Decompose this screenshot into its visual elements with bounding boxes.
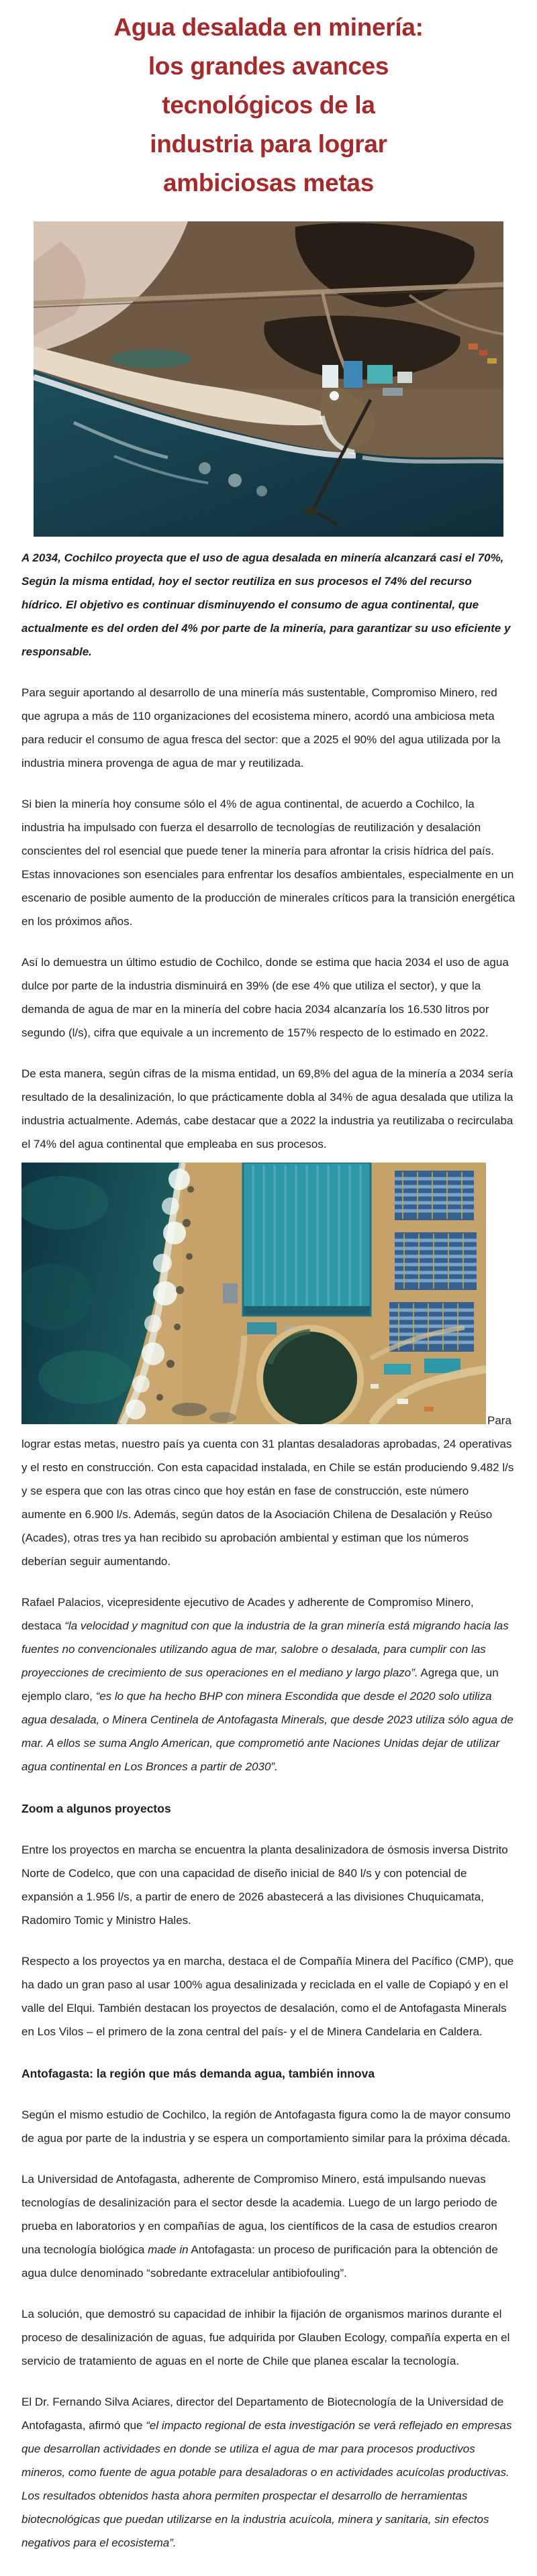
lead-paragraph: A 2034, Cochilco proyecta que el uso de agua desalada en minería alcanzará casi el 70%, Según la misma entidad, hoy el sector reutiliza en sus procesos el 74% del recurso hídrico. El objetivo es continuar disminuyendo el consumo de agua continental, que actualmente es del orden del 4% por parte de la minería, para garantizar su uso eficiente y responsable. bbox=[21, 551, 511, 658]
quote-text: “el impacto regional de esta investigación se verá reflejado en empresas que desarrollan actividades en donde se utiliza el agua de mar para procesos productivos mineros, como fuente de agua potable para desaladoras o en actividades acuícolas productivas. Los resultados obtenidos hasta ahora permiten prospectar el desarrollo de herramientas biotecnológicas que puedan utilizarse en la industria acuícola, minera y sanitaria, sin efectos negativos para el ecosistema”. bbox=[21, 2419, 512, 2549]
quote-intro: Rafael Palacios, vicepresidente ejecutivo de Acades y adherente de Compromiso Minero, destaca bbox=[21, 1596, 474, 1632]
aerial-desalination-plant-photo bbox=[21, 1163, 486, 1424]
paragraph-estudio: Así lo demuestra un último estudio de Cochilco, donde se estima que hacia 2034 el uso de agua dulce por parte de la industria disminuirá en 39% (de ese 4% que utiliza el sector), y que la demanda de agua de mar en la minería del cobre hacia 2034 alcanzaría los 16.530 litros por segundo (l/s), cifra que equivale a un incremento de 157% respecto de lo estimado en 2022. bbox=[21, 956, 509, 1039]
paragraph-glauben: La solución, que demostró su capacidad de inhibir la fijación de organismos marinos durante el proceso de desalinización de aguas, fue adquirida por Glauben Ecology, compañía experta en el servicio de tratamiento de aguas en el norte de Chile que planea escalar la tecnología. bbox=[21, 2308, 510, 2367]
quote-intro: El Dr. Fernando Silva Aciares, director del Departamento de Biotecnología de la Universidad de Antofagasta, afirmó que bbox=[21, 2396, 504, 2432]
page-title-line: los grandes avances bbox=[148, 52, 389, 80]
paragraph-universidad bbox=[21, 2167, 516, 2285]
paragraph-palacios bbox=[21, 1591, 516, 1778]
text-part: Antofagasta: un proceso de purificación para la obtención de agua dulce denominado “sobredante extracelular antibiofouling”. bbox=[21, 2243, 498, 2279]
paragraph-silva bbox=[21, 2390, 516, 2555]
page-title-line: tecnológicos de la bbox=[162, 91, 375, 119]
page-title bbox=[21, 8, 516, 203]
quote-text: “es lo que ha hecho BHP con minera Escondida que desde el 2020 solo utiliza agua desalada, o Minera Centinela de Antofagasta Minerals, que desde 2023 utiliza sólo agua de mar. A ellos se suma Anglo American, que comprometió ante Naciones Unidas dejar de utilizar agua continental en Los Bronces a partir de 2030”. bbox=[21, 1690, 514, 1773]
section-heading-proyectos: Zoom a algunos proyectos bbox=[21, 1802, 171, 1815]
inline-photo bbox=[21, 1163, 486, 1424]
paragraph-plantas bbox=[21, 1163, 516, 1573]
aerial-coast-pier-photo bbox=[34, 221, 503, 537]
paragraph-plantas-text: Para lograr estas metas, nuestro país ya cuenta con 31 plantas desaladoras aprobadas, 24 operativas y el resto en construcción. Con esta capacidad instalada, en Chile se están produciendo 9.482 l/s y se espera que con las otras cinco que hoy están en fase de construcción, este número aumente en 6.900 l/s. Además, según datos de la Asociación Chilena de Desalación y Reúso (Acades), otras tres ya han recibido su aprobación ambiental y estiman que los números deberían seguir aumentando. bbox=[21, 1414, 514, 1568]
hero-photo bbox=[34, 221, 503, 537]
page-title-line: industria para lograr bbox=[150, 130, 387, 158]
paragraph-cmp: Respecto a los proyectos ya en marcha, destaca el de Compañía Minera del Pacífico (CMP), que ha dado un gran paso al usar 100% agua desalinizada y reciclada en el valle de Copiapó y en el valle del Elqui. También destacan los proyectos de desalación, como el de Antofagasta Minerals en Los Vilos – el primero de la zona central del país- y el de Minera Candelaria en Caldera. bbox=[21, 1955, 514, 2038]
section-heading-antofagasta: Antofagasta: la región que más demanda agua, también innova bbox=[21, 2067, 375, 2080]
page-title-line: Agua desalada en minería: bbox=[113, 13, 424, 41]
text-part: La Universidad de Antofagasta, adherente de Compromiso Minero, está impulsando nuevas tecnologías de desalinización para el sector desde la academia. Luego de un largo periodo de prueba en laboratorios y en compañías de agua, los científicos de la casa de estudios crearon una tecnología biológica bbox=[21, 2173, 497, 2256]
quote-text: “la velocidad y magnitud con que la industria de la gran minería está migrando hacia las fuentes no convencionales utilizando agua de mar, salobre o desalada, para cumplir con las proyecciones de crecimiento de sus operaciones en el mediano y largo plazo”. bbox=[21, 1619, 509, 1679]
page-title-line: ambiciosas metas bbox=[163, 169, 374, 197]
paragraph-compromiso: Para seguir aportando al desarrollo de una minería más sustentable, Compromiso Minero, red que agrupa a más de 110 organizaciones del ecosistema minero, acordó una ambiciosa meta para reducir el consumo de agua fresca del sector: que a 2025 el 90% del agua utilizada por la industria minera provenga de agua de mar y reutilizada. bbox=[21, 686, 501, 769]
paragraph-consumo: Si bien la minería hoy consume sólo el 4% de agua continental, de acuerdo a Cochilco, la industria ha impulsado con fuerza el desarrollo de tecnologías de reutilización y desalación conscientes del rol esencial que puede tener la minería para afrontar la crisis hídrica del país. Estas innovaciones son esenciales para enfrentar los desafíos ambientales, especialmente en un escenario de posible aumento de la producción de minerales críticos para la transición energética en los próximos años. bbox=[21, 798, 516, 928]
paragraph-region: Según el mismo estudio de Cochilco, la región de Antofagasta figura como la de mayor consumo de agua por parte de la industria y se espera un comportamiento similar para la próxima década. bbox=[21, 2108, 511, 2145]
paragraph-desalinizacion: De esta manera, según cifras de la misma entidad, un 69,8% del agua de la minería a 2034 sería resultado de la desalinización, lo que prácticamente dobla al 34% de agua desalada que utiliza la industria actualmente. Además, cabe destacar que a 2022 la industria ya reutilizaba o recirculaba el 74% del agua continental que empleaba en sus procesos. bbox=[21, 1067, 514, 1150]
paragraph-codelco: Entre los proyectos en marcha se encuentra la planta desalinizadora de ósmosis inversa Distrito Norte de Codelco, que con una capacidad de diseño inicial de 840 l/s y con potencial de expansión a 1.956 l/s, a partir de enero de 2026 abastecerá a las divisiones Chuquicamata, Radomiro Tomic y Ministro Hales. bbox=[21, 1843, 508, 1927]
text-italic: made in bbox=[148, 2243, 189, 2256]
quote-bridge: Agrega que, un ejemplo claro, bbox=[21, 1666, 499, 1703]
